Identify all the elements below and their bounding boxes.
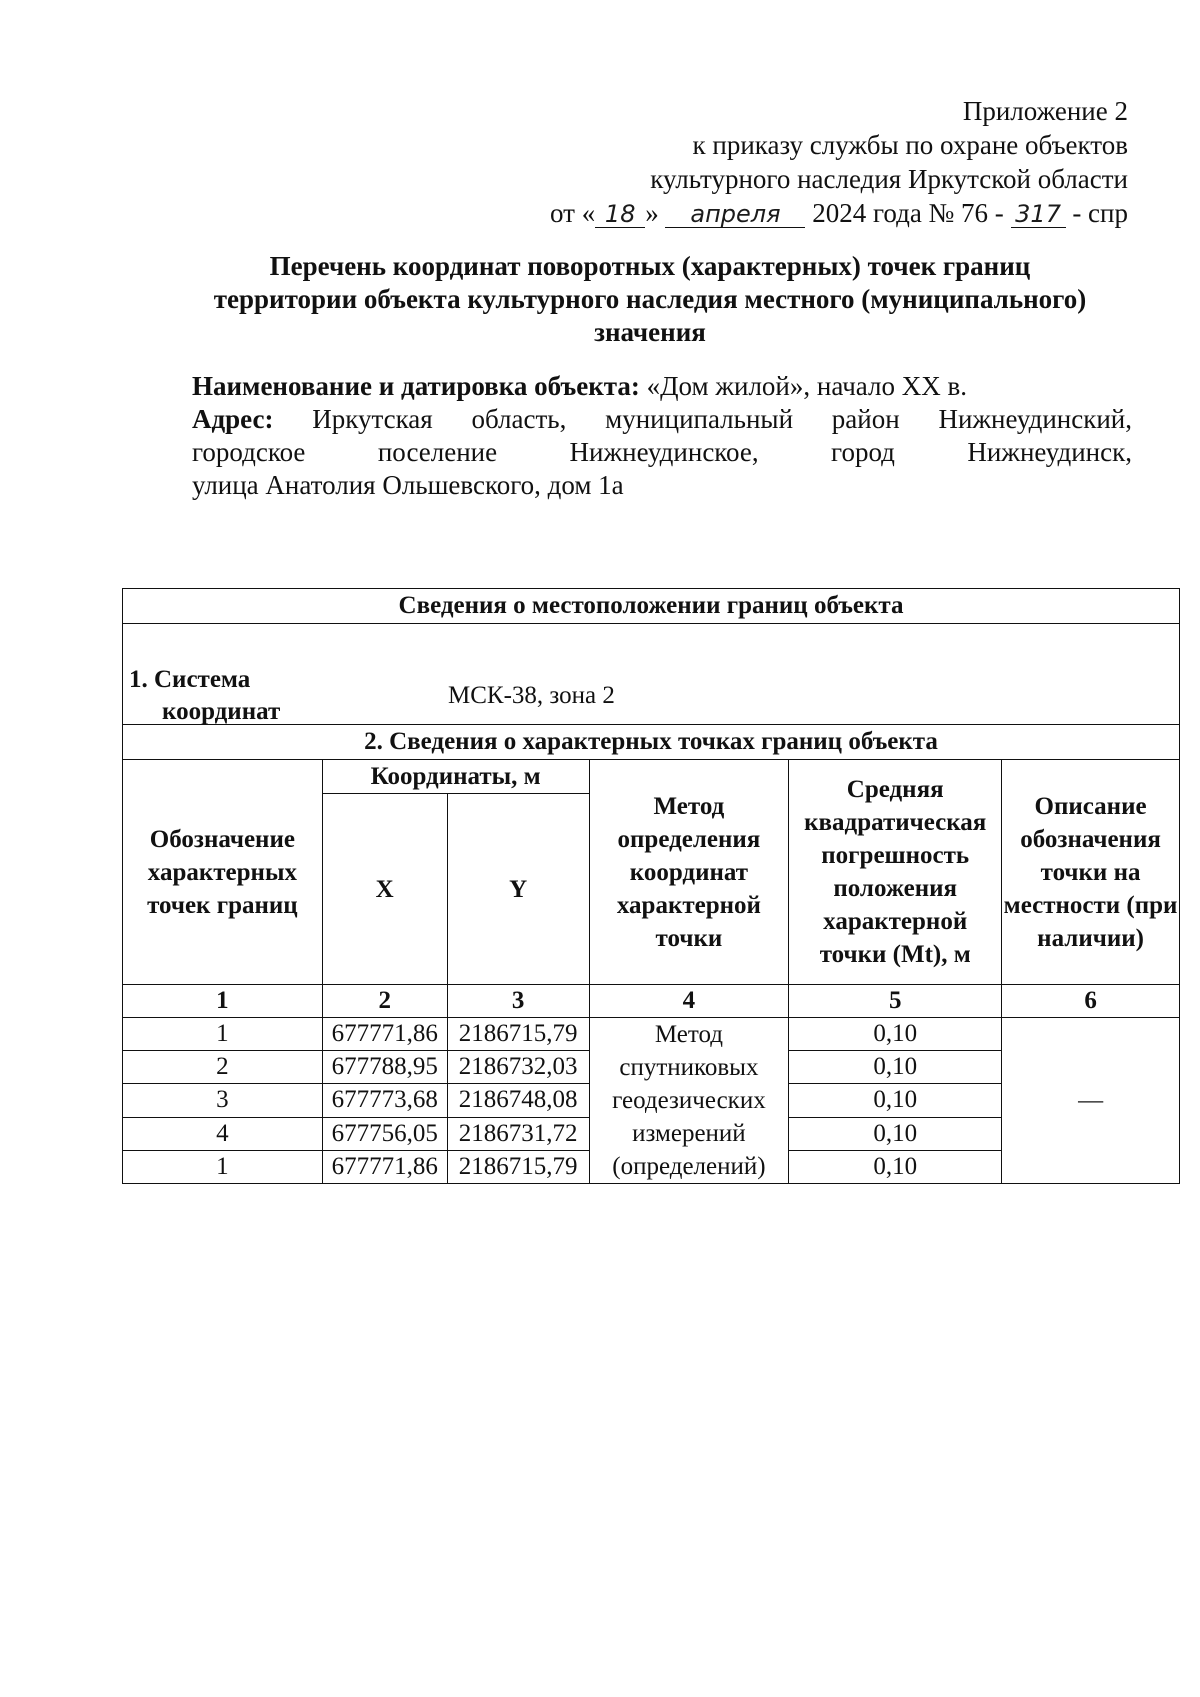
boundary-table <box>122 588 1180 1184</box>
order-date-line <box>550 196 1128 230</box>
document-title <box>150 250 1150 349</box>
coordinate-system-label <box>129 664 280 728</box>
handwritten-order-number: 317 <box>1011 201 1066 228</box>
system-underline <box>448 724 1048 725</box>
header-designation: Обозначение характерных точек границ <box>123 760 323 985</box>
point-x: 677771,86 <box>322 1150 447 1183</box>
point-id: 1 <box>123 1018 323 1051</box>
coordinate-system-value: МСК-38, зона 2 <box>448 682 615 709</box>
appendix-line-2: к приказу службы по охране объектов <box>692 130 1128 160</box>
order-suffix: - спр <box>1072 198 1128 228</box>
point-mt: 0,10 <box>789 1150 1002 1183</box>
header-error: Средняя квадратическая погрешность положения характерной точки (Mt), м <box>789 760 1002 985</box>
point-y: 2186732,03 <box>447 1051 589 1084</box>
header-description: Описание обозначения точки на местности (при наличии) <box>1002 760 1180 985</box>
point-mt: 0,10 <box>789 1084 1002 1117</box>
header-coordinates: Координаты, м <box>322 760 589 794</box>
point-mt: 0,10 <box>789 1018 1002 1051</box>
method-cell: Метод спутниковых геодезических измерений (определений) <box>589 1018 789 1184</box>
section-title: Сведения о местоположении границ объекта <box>123 589 1180 624</box>
points-section-title: 2. Сведения о характерных точках границ объекта <box>123 725 1180 760</box>
header-x: X <box>322 794 447 985</box>
point-mt: 0,10 <box>789 1117 1002 1150</box>
column-number: 6 <box>1002 985 1180 1018</box>
object-name-line <box>192 370 1132 403</box>
address-label: Адрес: <box>192 404 274 434</box>
object-info <box>192 370 1132 502</box>
from-prefix: от « <box>550 198 596 228</box>
title-line-1: Перечень координат поворотных (характерных) точек границ <box>269 251 1031 281</box>
point-x: 677756,05 <box>322 1117 447 1150</box>
system-label-line-1: 1. Система <box>129 666 251 693</box>
point-y: 2186731,72 <box>447 1117 589 1150</box>
column-number: 2 <box>322 985 447 1018</box>
object-name-value: «Дом жилой», начало XX в. <box>646 371 967 401</box>
handwritten-month: апреля <box>665 201 805 228</box>
point-y: 2186748,08 <box>447 1084 589 1117</box>
appendix-line-1: Приложение 2 <box>962 96 1128 126</box>
point-mt: 0,10 <box>789 1051 1002 1084</box>
appendix-header <box>550 94 1128 230</box>
column-number: 1 <box>123 985 323 1018</box>
address-part-1: Иркутская область, муниципальный район Нижнеудинский, <box>312 404 1133 434</box>
header-method: Метод определения координат характерной точки <box>589 760 789 985</box>
point-id: 2 <box>123 1051 323 1084</box>
system-label-line-2: координат <box>162 698 281 725</box>
appendix-line-3: культурного наследия Иркутской области <box>650 164 1128 194</box>
title-line-3: значения <box>594 317 706 347</box>
coordinate-system-cell <box>123 624 1180 725</box>
column-number: 3 <box>447 985 589 1018</box>
quote-close: » <box>645 198 659 228</box>
year-text: 2024 года № 76 - <box>812 198 1004 228</box>
address-line-2: городское поселение Нижнеудинское, город Нижнеудинск, <box>192 437 1132 467</box>
point-id: 3 <box>123 1084 323 1117</box>
object-name-label: Наименование и датировка объекта: <box>192 371 640 401</box>
column-number: 4 <box>589 985 789 1018</box>
point-id: 4 <box>123 1117 323 1150</box>
point-x: 677788,95 <box>322 1051 447 1084</box>
description-cell: — <box>1002 1018 1180 1184</box>
point-id: 1 <box>123 1150 323 1183</box>
point-y: 2186715,79 <box>447 1018 589 1051</box>
point-y: 2186715,79 <box>447 1150 589 1183</box>
title-line-2: территории объекта культурного наследия местного (муниципального) <box>213 284 1087 314</box>
column-number: 5 <box>789 985 1002 1018</box>
point-x: 677771,86 <box>322 1018 447 1051</box>
address-line-3: улица Анатолия Ольшевского, дом 1а <box>192 470 624 500</box>
table-row <box>123 1018 1180 1051</box>
address-line-1 <box>192 403 1132 436</box>
header-y: Y <box>447 794 589 985</box>
point-x: 677773,68 <box>322 1084 447 1117</box>
handwritten-day: 18 <box>595 201 645 228</box>
